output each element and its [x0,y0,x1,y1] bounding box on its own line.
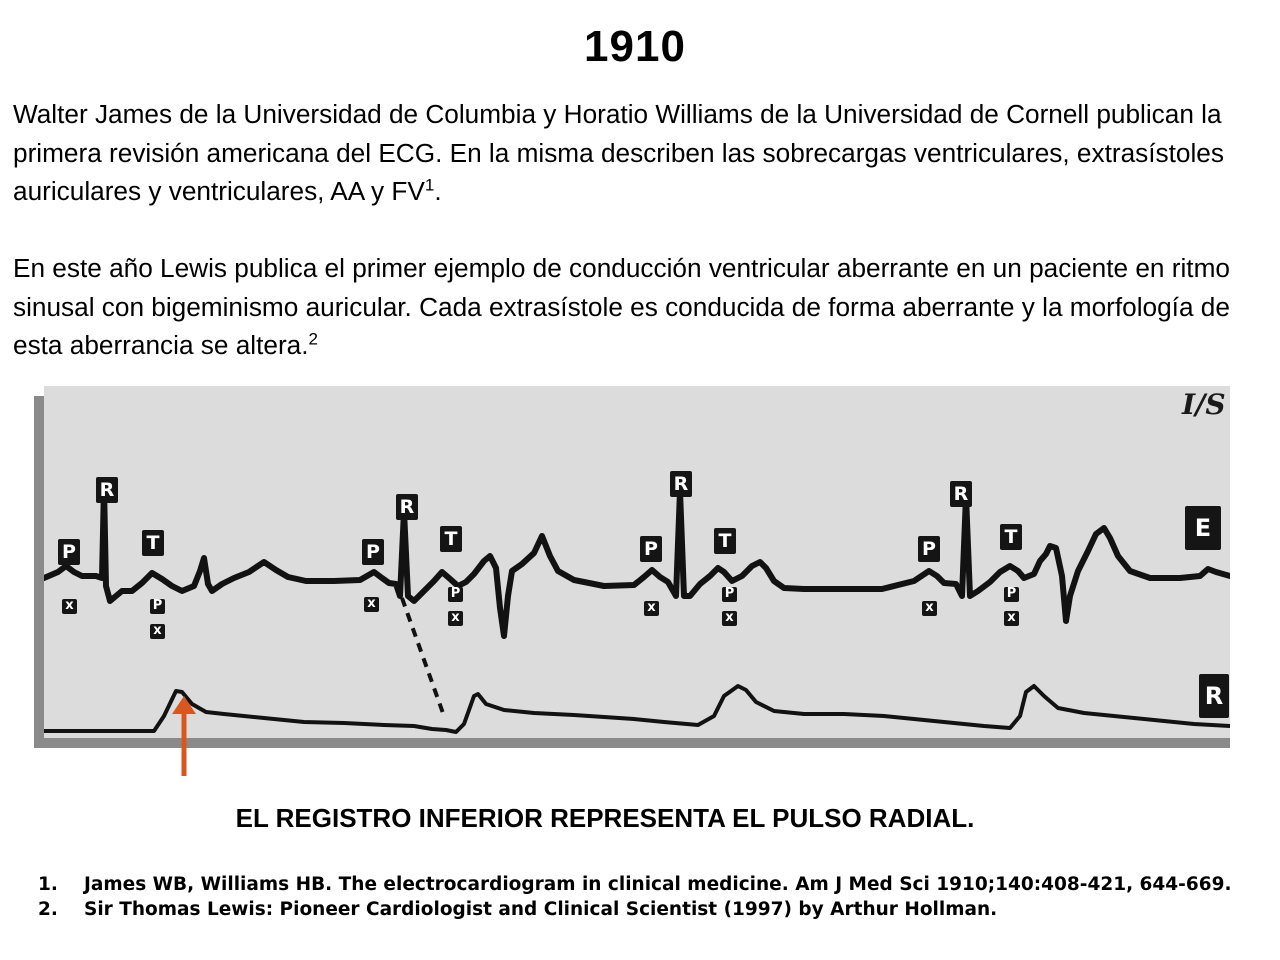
label-x: x [150,624,165,639]
handwritten-mark: I/S [1182,388,1226,421]
label-t: T [1000,524,1022,550]
label-p: P [918,536,940,562]
ecg-trace [44,486,1230,636]
label-p-ectopic: P [1004,587,1019,602]
label-x: x [448,611,463,626]
reference-number: 1. [38,874,58,895]
label-x: x [62,599,77,614]
paragraph-2-text: En este año Lewis publica el primer ejemplo de conducción ventricular aberrante en un paciente en ritmo sinusal con bigeminismo auricular. Cada extrasístole es conducida de forma aberrante y la morfología de esta aberrancia se altera. [13,253,1230,360]
label-r: R [396,494,418,520]
label-p: P [362,539,384,565]
label-t: T [142,530,164,556]
pulse-arrow-icon [170,696,198,778]
label-t: T [714,528,736,554]
reference-text: James WB, Williams HB. The electrocardiogram in clinical medicine. Am J Med Sci 1910;140:408-421, 644-669. [84,874,1232,895]
label-t: T [440,526,462,552]
label-x: x [722,611,737,626]
reference-item [38,897,1238,922]
radial-pulse-trace [44,686,1230,732]
label-r: R [670,471,692,497]
paragraph-lewis [13,249,1275,365]
page-title: 1910 [584,22,686,71]
figure-caption: EL REGISTRO INFERIOR REPRESENTA EL PULSO RADIAL. [235,803,975,833]
conduction-dashed-line [402,598,444,716]
label-x: x [364,597,379,612]
label-r: R [96,477,118,503]
paragraph-james-williams [13,95,1275,211]
ecg-traces [44,386,1230,738]
label-p-ectopic: P [448,587,463,602]
reference-item [38,872,1238,897]
label-r: R [950,481,972,507]
footnote-ref-2: 2 [308,329,318,349]
label-p: P [58,539,80,565]
label-p-ectopic: P [150,599,165,614]
footnote-ref-1: 1 [424,175,435,195]
references-list [38,872,1238,922]
trace-label-r: R [1199,674,1229,718]
label-x: x [1004,611,1019,626]
label-x: x [922,601,937,616]
label-x: x [644,601,659,616]
reference-text: Sir Thomas Lewis: Pioneer Cardiologist and Clinical Scientist (1997) by Arthur Hollman. [84,899,998,920]
ecg-paper [44,386,1230,738]
reference-number: 2. [38,899,58,920]
paragraph-1-tail: . [434,176,442,206]
trace-label-e: E [1185,506,1221,550]
label-p: P [640,536,662,562]
label-p-ectopic: P [722,587,737,602]
ecg-figure [34,386,1234,748]
paragraph-1-text: Walter James de la Universidad de Columbia y Horatio Williams de la Universidad de Cornell publican la primera revisión americana del ECG. En la misma describen las sobrecargas ventriculares, extrasístoles auriculares y ventriculares, AA y FV [13,99,1224,206]
